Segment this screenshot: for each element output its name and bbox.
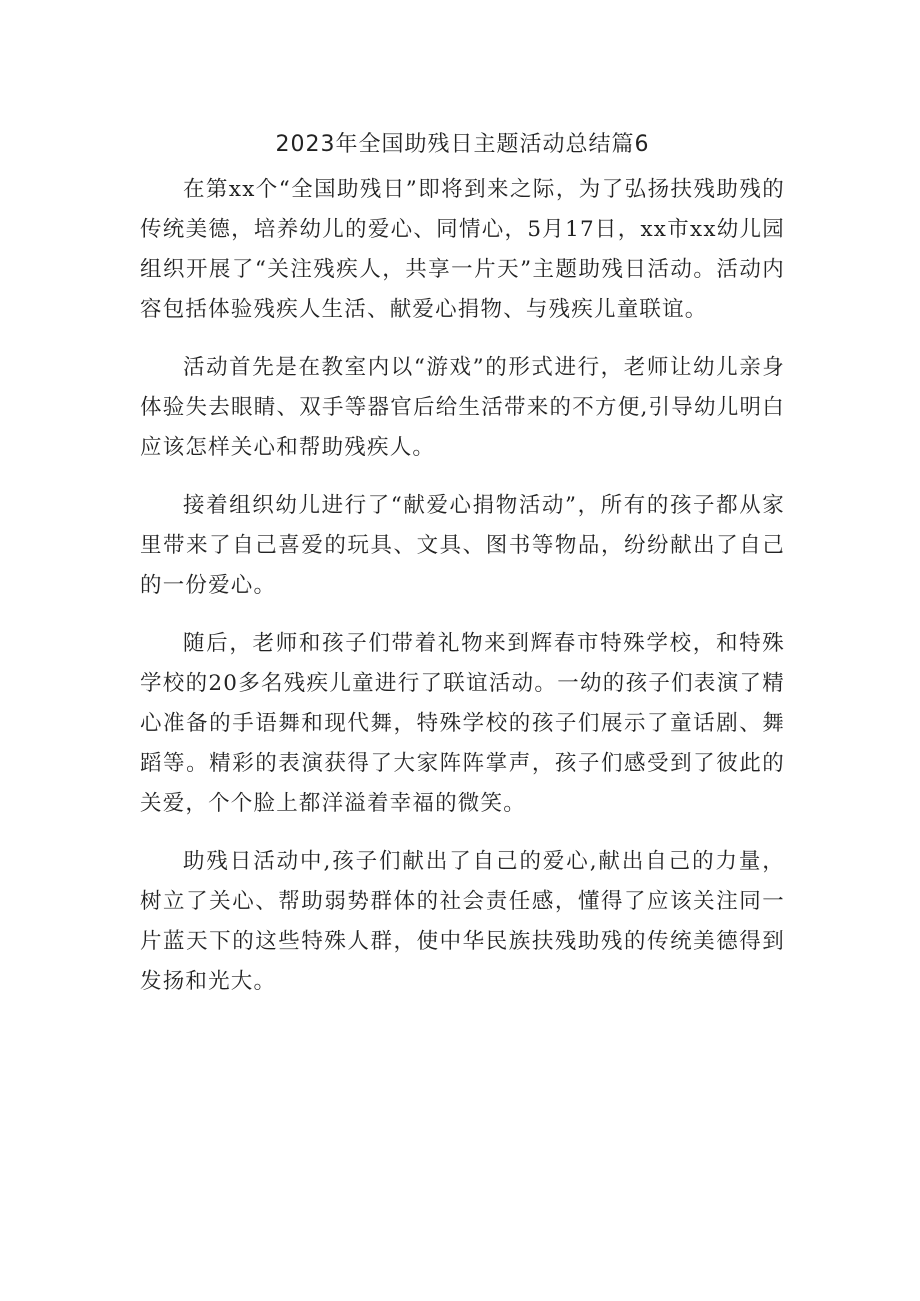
document-page bbox=[140, 130, 785, 1020]
paragraph-intro: 在第xx个“全国助残日”即将到来之际，为了弘扬扶残助残的传统美德，培养幼儿的爱心、同情心，5月17日，xx市xx幼儿园组织开展了“关注残疾人，共享一片天”主题助残日活动。活动内容包括体验残疾人生活、献爱心捐物、与残疾儿童联谊。 bbox=[140, 177, 785, 322]
paragraph-game-activity: 活动首先是在教室内以“游戏”的形式进行，老师让幼儿亲身体验失去眼睛、双手等器官后给生活带来的不方便,引导幼儿明白应该怎样关心和帮助残疾人。 bbox=[140, 355, 785, 460]
paragraph-conclusion: 助残日活动中,孩子们献出了自己的爱心,献出自己的力量，树立了关心、帮助弱势群体的社会责任感，懂得了应该关注同一片蓝天下的这些特殊人群，使中华民族扶残助残的传统美德得到发扬和光大。 bbox=[140, 849, 785, 994]
document-title: 2023年全国助残日主题活动总结篇6 bbox=[275, 132, 650, 157]
paragraph-donation: 接着组织幼儿进行了“献爱心捐物活动”，所有的孩子都从家里带来了自己喜爱的玩具、文具、图书等物品，纷纷献出了自己的一份爱心。 bbox=[140, 493, 785, 598]
paragraph-friendship-event: 随后，老师和孩子们带着礼物来到辉春市特殊学校，和特殊学校的20多名残疾儿童进行了联谊活动。一幼的孩子们表演了精心准备的手语舞和现代舞，特殊学校的孩子们展示了童话剧、舞蹈等。精彩的表演获得了大家阵阵掌声，孩子们感受到了彼此的关爱，个个脸上都洋溢着幸福的微笑。 bbox=[140, 631, 785, 816]
